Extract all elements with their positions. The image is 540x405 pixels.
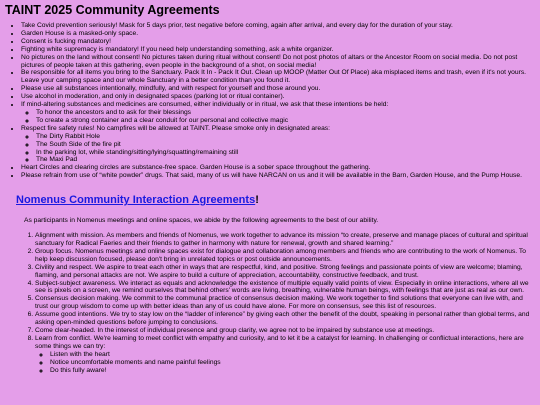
nomenus-agreements-link[interactable]: Nomenus Community Interaction Agreements <box>16 194 256 207</box>
list-item: ◦ Listen with the heart <box>50 351 536 359</box>
page-title: TAINT 2025 Community Agreements <box>5 3 220 17</box>
list-item: ◦ To honor the ancestors and to ask for their blessings <box>36 109 536 117</box>
intentions-list <box>21 109 536 125</box>
list-item <box>21 101 536 125</box>
list-item: • No pictures on the land without consent! No pictures taken during ritual without consent! Do not post photos of altars or the Ancestor Room on social media. Do not post pictures of people taken at this gathering, even people in the background of a shot, on social media! <box>21 54 536 70</box>
list-item: ◦ Do this fully aware! <box>50 367 536 375</box>
list-item-text: If mind-altering substances and medicines are consumed, either individually or in ritual, we ask that these intentions be held: <box>21 101 389 109</box>
list-item: • Please use all substances intentionally, mindfully, and with respect for yourself and those around you. <box>21 85 536 93</box>
list-item: ◦ The South Side of the fire pit <box>36 141 536 149</box>
list-item: 5. Consensus decision making. We commit to the communal practice of consensus decision making. We work together to find solutions that everyone can live with, and trust our group wisdom to come up with better ideas than any of us could have alone. For more on consensus, see this list of resources. <box>35 295 536 311</box>
list-item: 7. Come clear-headed. In the interest of individual presence and group clarity, we agree not to be impaired by substance use at meetings. <box>35 327 536 335</box>
list-item: ◦ Notice uncomfortable moments and name painful feelings <box>50 359 536 367</box>
list-item: • Please refrain from use of “white powder” drugs. That said, many of us will have NARCAN on us and it will be available in the Barn, Garden House, and the Pump House. <box>21 172 536 180</box>
nomenus-intro: As participants in Nomenus meetings and online spaces, we abide by the following agreements to the best of our ability. <box>24 217 379 225</box>
list-item: • Heart Circles and clearing circles are substance-free space. Garden House is a sober space throughout the gathering. <box>21 164 536 172</box>
conflict-tips-list <box>35 351 536 375</box>
list-item-text: Respect fire safety rules! No campfires will be allowed at TAINT. Please smoke only in designated areas: <box>21 124 331 132</box>
list-item-text: Learn from conflict. We're learning to meet conflict with empathy and curiosity, and to let it be a catalyst for learning. In challenging or conflictual interactions, here are some things we can try: <box>35 334 524 350</box>
list-item: ◦ The Maxi Pad <box>36 156 536 164</box>
list-item: • Consent is fucking mandatory! <box>21 38 536 46</box>
list-item: 2. Group focus. Nomenus meetings and online spaces exist for dialogue and collaboration among members and friends who are contributing to the work of Nomenus. To help keep discussion focused, please don't bring in unrelated topics or post outside announcements. <box>35 248 536 264</box>
list-item: 4. Subject-subject awareness. We interact as equals and acknowledge the existence of multiple equally valid points of view. Especially in online interactions, where all we see is pixels on a screen, we remind ourselves that behind others' words are living, breathing, vulnerable human beings, with feelings that are just as real as our own. <box>35 280 536 296</box>
taint-agreements-list <box>5 22 536 180</box>
list-item: ◦ The Dirty Rabbit Hole <box>36 133 536 141</box>
list-item: • Use alcohol in moderation, and only in designated spaces (parking lot or ritual container). <box>21 93 536 101</box>
list-item <box>35 335 536 375</box>
list-item: ◦ In the parking lot, while standing/sitting/lying/squatting/remaining still <box>36 149 536 157</box>
list-item <box>21 125 536 165</box>
list-item: • Garden House is a masked-only space. <box>21 30 536 38</box>
list-item: • Be responsible for all items you bring to the Sanctuary. Pack It In - Pack It Out. Clean up MOOP (Matter Out Of Place) aka misplaced items and trash, even if it's not yours. Leave your camping space and our whole Sanctuary in a better condition than you found it. <box>21 69 536 85</box>
nomenus-heading <box>16 194 536 207</box>
smoking-areas-list <box>21 133 536 165</box>
list-item: • Take Covid prevention seriously! Mask for 5 days prior, test negative before coming, again after arrival, and every day for the duration of your stay. <box>21 22 536 30</box>
heading-suffix: ! <box>255 194 259 207</box>
list-item: 3. Civility and respect. We aspire to treat each other in ways that are respectful, kind, and positive. Strong feelings and passionate points of view are welcome; blaming, flaming, and personal attacks are not. We aspire to build a culture of appreciation, accountability, constructive feedback, and trust. <box>35 264 536 280</box>
list-item: 6. Assume good intentions. We try to stay low on the “ladder of inference” by giving each other the benefit of the doubt, speaking in personal rather than global terms, and asking open-minded questions before jumping to conclusions. <box>35 311 536 327</box>
nomenus-agreements-list <box>5 232 536 374</box>
list-item: 1. Alignment with mission. As members and friends of Nomenus, we work together to advance its mission “to create, preserve and manage places of cultural and spiritual sanctuary for Radical Faeries and their friends to gather in harmony with nature for renewal, growth and shared learning.” <box>35 232 536 248</box>
list-item: ◦ To create a strong container and a clear conduit for our personal and collective magic <box>36 117 536 125</box>
list-item: • Fighting white supremacy is mandatory! If you need help understanding something, ask a white organizer. <box>21 46 536 54</box>
